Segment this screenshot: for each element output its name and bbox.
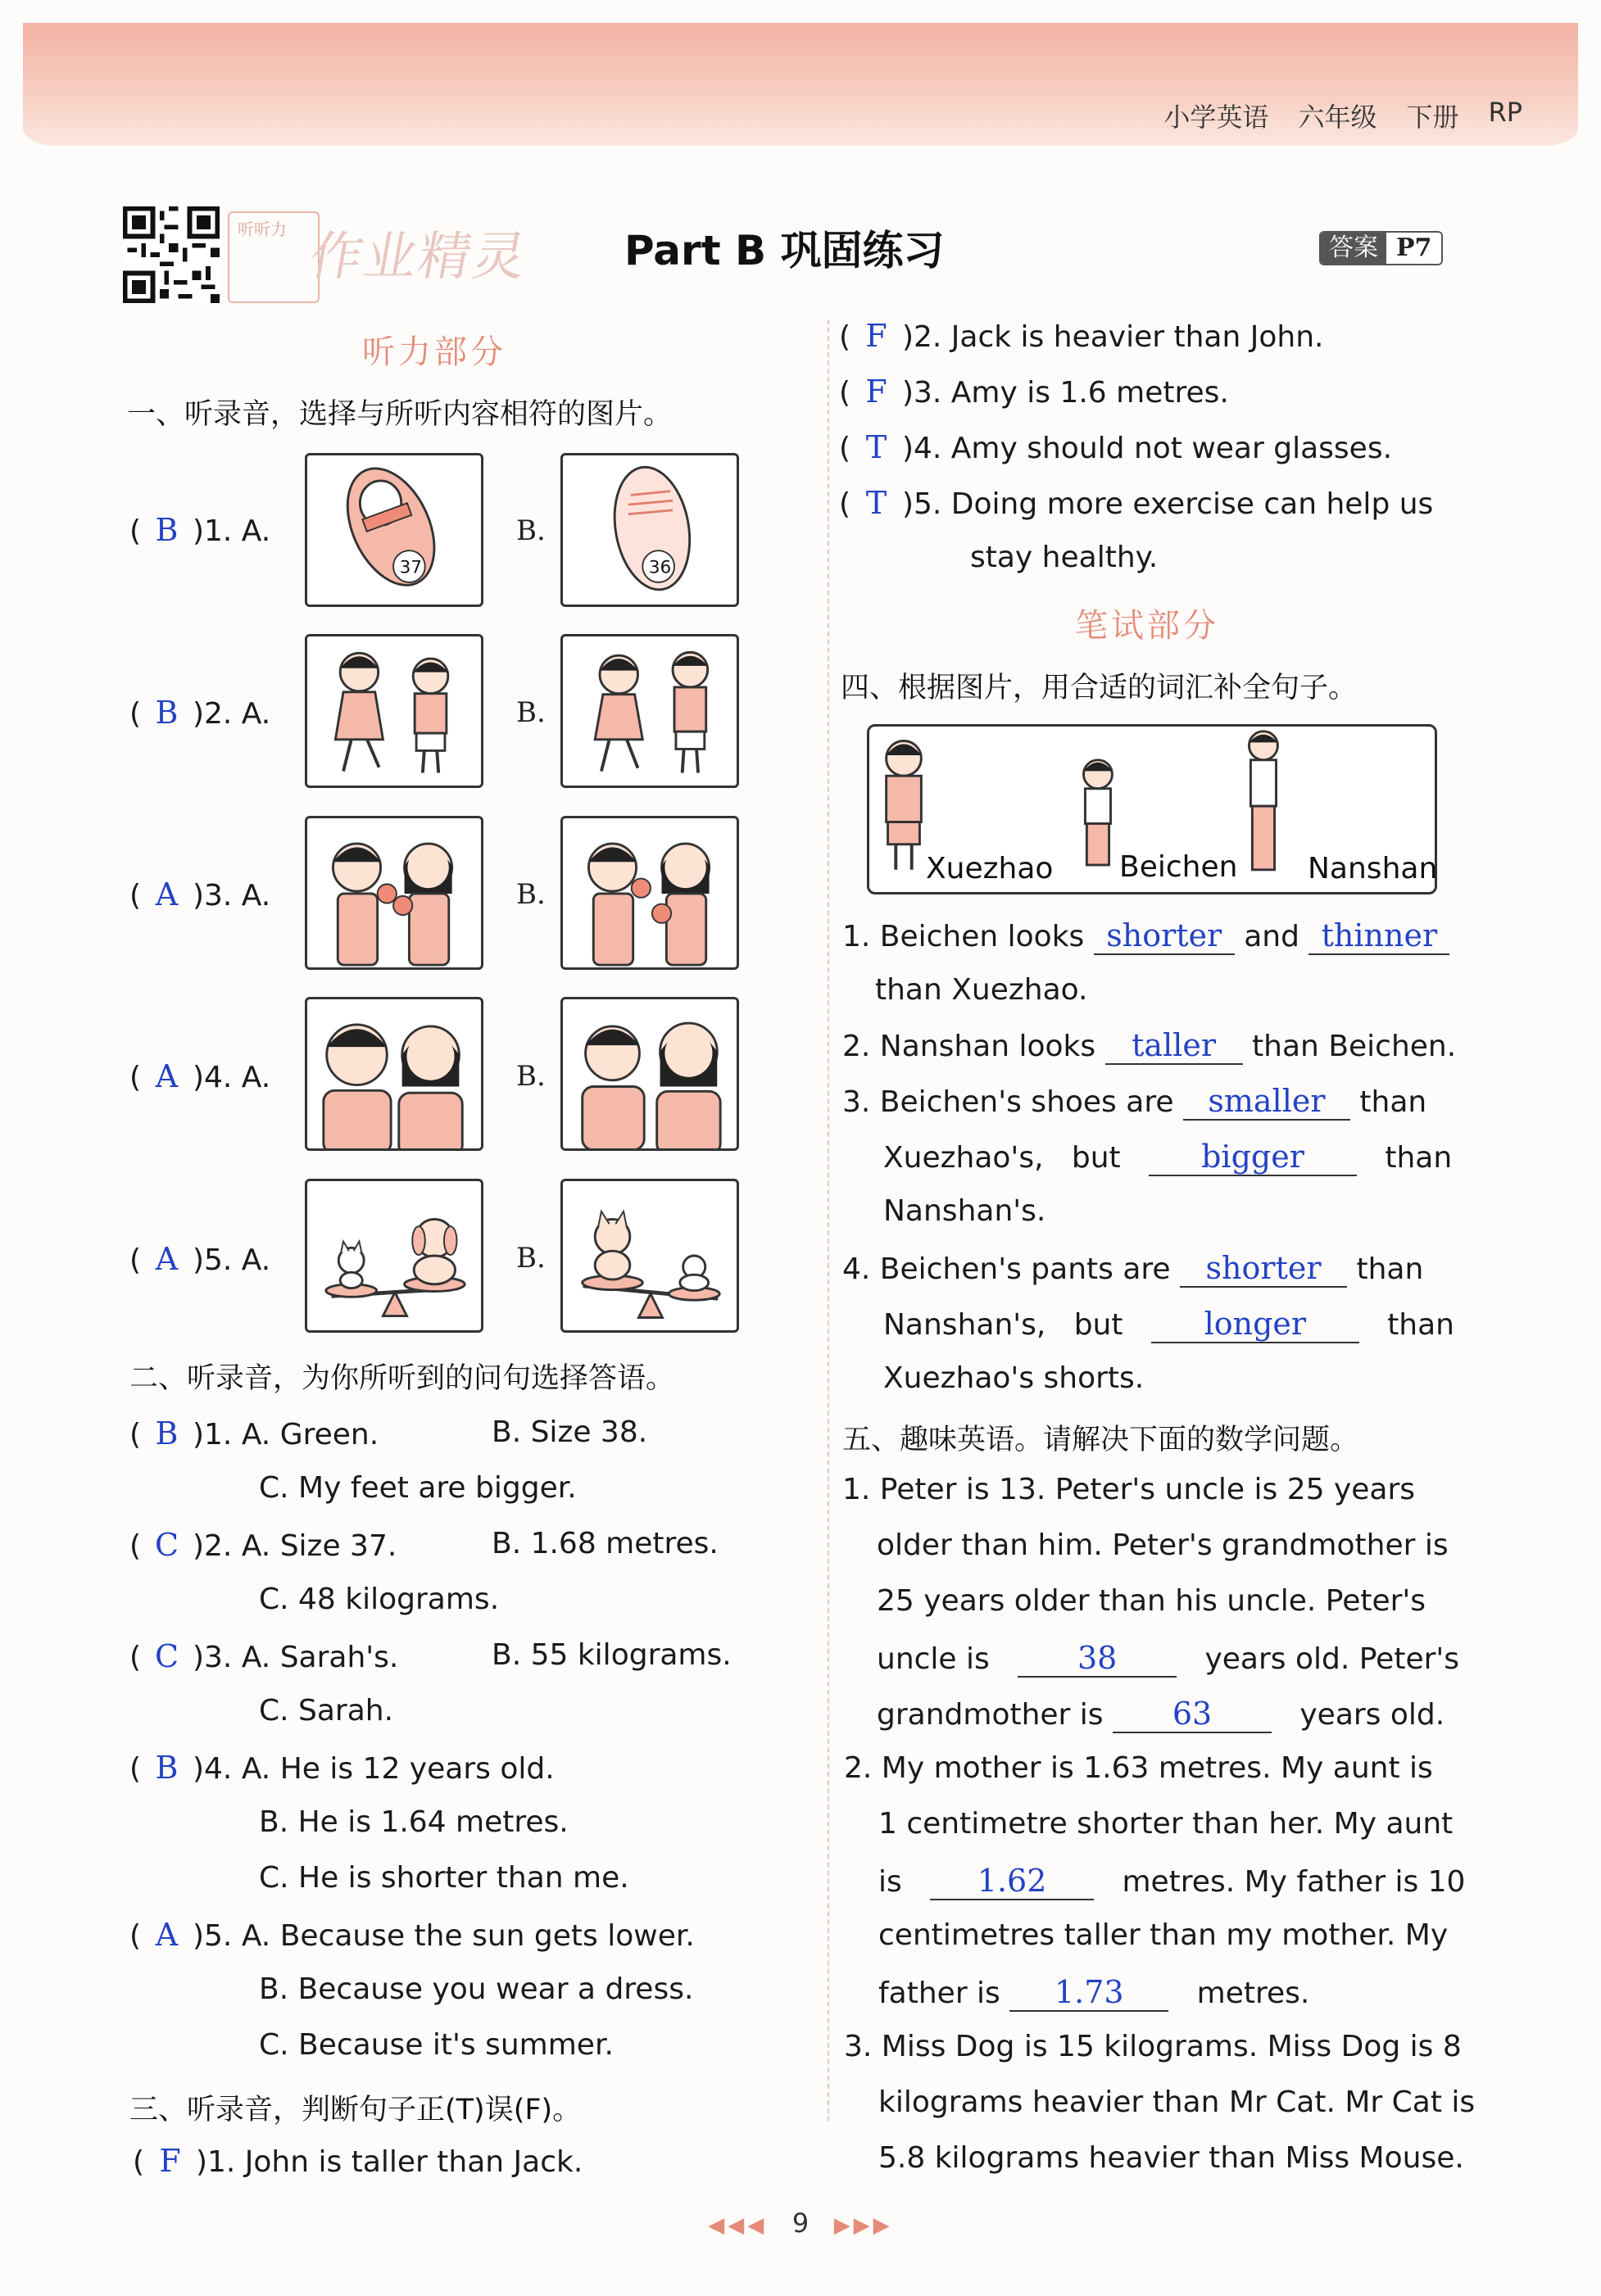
page-footer bbox=[0, 2208, 1601, 2239]
answer: B bbox=[155, 1750, 179, 1786]
q5-p1-line1: 1. Peter is 13. Peter's uncle is 25 years bbox=[842, 1473, 1416, 1506]
q4-sentence-4-end: Xuezhao's shorts. bbox=[883, 1361, 1145, 1395]
q2-item-4-c: C. He is shorter than me. bbox=[259, 1861, 629, 1895]
q2-item-3-b: B. 55 kilograms. bbox=[492, 1638, 732, 1672]
kids-with-apples-image bbox=[305, 816, 483, 970]
q5-p2-line5: father is 1.73 metres. bbox=[878, 1974, 1310, 2010]
q5-p2-line4: centimetres taller than my mother. My bbox=[878, 1918, 1449, 1952]
answer: A bbox=[155, 876, 179, 913]
answer-blank[interactable]: longer bbox=[1151, 1306, 1359, 1343]
answer: B bbox=[155, 512, 179, 548]
subject-label: 小学英语 bbox=[1163, 102, 1269, 133]
answer-blank[interactable]: thinner bbox=[1308, 917, 1449, 955]
q5-title: 五、趣味英语。请解决下面的数学问题。 bbox=[842, 1424, 1359, 1456]
q1-item-3: ( A )3. A. bbox=[129, 876, 271, 913]
listen-badge: 听听力 bbox=[228, 211, 320, 303]
volume-label: 下册 bbox=[1406, 102, 1459, 133]
q5-p3-line3: 5.8 kilograms heavier than Miss Mouse. bbox=[878, 2141, 1464, 2175]
answer: C bbox=[154, 1638, 179, 1674]
name-xuezhao: Xuezhao bbox=[926, 852, 1054, 885]
answer-blank[interactable]: shorter bbox=[1094, 917, 1235, 955]
q2-item-1-c: C. My feet are bigger. bbox=[259, 1471, 577, 1505]
q4-sentence-3-end: Nanshan's. bbox=[883, 1194, 1046, 1228]
option-b-label: B. bbox=[516, 514, 546, 547]
q5-p1-line5: grandmother is 63 years old. bbox=[877, 1696, 1445, 1732]
answer: F bbox=[865, 374, 887, 410]
option-b-label: B. bbox=[516, 1242, 546, 1275]
girl-boy-walking-image bbox=[305, 634, 483, 788]
answer-label: 答案 bbox=[1321, 233, 1386, 264]
shoe-size-36-image bbox=[560, 453, 739, 607]
q2-item-5: ( A )5. A. Because the sun gets lower. bbox=[129, 1917, 695, 1953]
answer-blank[interactable]: bigger bbox=[1149, 1139, 1357, 1176]
q2-item-1: ( B )1. A. Green. bbox=[129, 1415, 379, 1451]
answer: F bbox=[159, 2143, 181, 2179]
name-nanshan: Nanshan bbox=[1308, 852, 1438, 885]
breadcrumb bbox=[1163, 97, 1522, 134]
q1-item-1: ( B )1. A. bbox=[129, 512, 271, 548]
q5-p1-line3: 25 years older than his uncle. Peter's bbox=[877, 1584, 1426, 1618]
q3-item-2: ( F )2. Jack is heavier than John. bbox=[839, 318, 1324, 354]
q4-sentence-3: 3. Beichen's shoes are smaller than bbox=[842, 1083, 1427, 1119]
q2-item-5-b: B. Because you wear a dress. bbox=[259, 1972, 694, 2006]
next-arrows-icon[interactable]: ▶▶▶ bbox=[833, 2213, 893, 2238]
boy-girl-portrait-alt-image bbox=[560, 997, 739, 1151]
answer-blank[interactable]: smaller bbox=[1183, 1083, 1350, 1121]
qr-code-icon[interactable] bbox=[123, 206, 220, 303]
q2-item-5-c: C. Because it's summer. bbox=[259, 2028, 614, 2062]
q1-item-5: ( A )5. A. bbox=[129, 1241, 271, 1277]
q4-sentence-1-cont: than Xuezhao. bbox=[875, 973, 1088, 1007]
kids-with-apples-alt-image bbox=[560, 816, 739, 970]
q4-sentence-3-cont: Xuezhao's, but bigger than bbox=[883, 1139, 1453, 1175]
answer: F bbox=[865, 318, 887, 354]
q5-p1-line4: uncle is 38 years old. Peter's bbox=[877, 1640, 1460, 1676]
q2-item-4-b: B. He is 1.64 metres. bbox=[259, 1805, 569, 1839]
answer: A bbox=[155, 1241, 179, 1277]
page-number: 9 bbox=[791, 2208, 810, 2239]
q2-item-2-b: B. 1.68 metres. bbox=[492, 1527, 719, 1560]
brand-logo: 作业精灵 bbox=[305, 227, 533, 288]
answer-page: P7 bbox=[1386, 233, 1441, 264]
q3-item-5-cont: stay healthy. bbox=[970, 541, 1159, 574]
page-title: Part B 巩固练习 bbox=[624, 227, 945, 274]
q1-item-2: ( B )2. A. bbox=[129, 695, 271, 731]
q2-item-3: ( C )3. A. Sarah's. bbox=[129, 1638, 399, 1674]
q3-item-4: ( T )4. Amy should not wear glasses. bbox=[839, 429, 1393, 465]
shoe-size-37-image bbox=[305, 453, 483, 607]
answer: T bbox=[865, 485, 887, 521]
girl-boy-walking-alt-image bbox=[560, 634, 739, 788]
q5-p2-line1: 2. My mother is 1.63 metres. My aunt is bbox=[844, 1751, 1433, 1785]
q2-item-4: ( B )4. A. He is 12 years old. bbox=[129, 1750, 555, 1786]
grade-label: 六年级 bbox=[1298, 102, 1377, 133]
q4-sentence-1: 1. Beichen looks shorter and thinner bbox=[842, 917, 1449, 955]
option-b-label: B. bbox=[516, 878, 546, 911]
answer: C bbox=[154, 1527, 179, 1563]
option-b-label: B. bbox=[516, 1060, 546, 1093]
edition-label: RP bbox=[1488, 97, 1522, 128]
svg-text:36: 36 bbox=[649, 557, 672, 578]
listening-section-title: 听力部分 bbox=[362, 333, 506, 371]
answer-blank[interactable]: 63 bbox=[1113, 1696, 1272, 1733]
q4-sentence-4-cont: Nanshan's, but longer than bbox=[883, 1306, 1454, 1342]
answer-page-tag[interactable] bbox=[1319, 231, 1443, 265]
prev-arrows-icon[interactable]: ◀◀◀ bbox=[708, 2213, 768, 2238]
option-b-label: B. bbox=[516, 696, 546, 729]
answer: A bbox=[155, 1917, 179, 1953]
svg-text:37: 37 bbox=[399, 557, 422, 578]
q4-sentence-4: 4. Beichen's pants are shorter than bbox=[842, 1250, 1424, 1286]
q5-p3-line1: 3. Miss Dog is 15 kilograms. Miss Dog is 8 bbox=[844, 2030, 1462, 2063]
q3-title: 三、听录音，判断句子正(T)误(F)。 bbox=[129, 2094, 582, 2126]
q5-p1-line2: older than him. Peter's grandmother is bbox=[877, 1528, 1449, 1562]
q2-title: 二、听录音，为你所听到的问句选择答语。 bbox=[129, 1362, 675, 1395]
boy-girl-portrait-image bbox=[305, 997, 483, 1151]
answer-blank[interactable]: taller bbox=[1105, 1027, 1243, 1065]
name-beichen: Beichen bbox=[1119, 850, 1238, 884]
q2-item-2: ( C )2. A. Size 37. bbox=[129, 1527, 397, 1563]
q2-item-1-b: B. Size 38. bbox=[492, 1415, 648, 1449]
q3-item-5: ( T )5. Doing more exercise can help us bbox=[839, 485, 1434, 521]
answer: B bbox=[155, 695, 179, 731]
answer: B bbox=[155, 1415, 179, 1451]
q5-p3-line2: kilograms heavier than Mr Cat. Mr Cat is bbox=[878, 2085, 1476, 2119]
answer: T bbox=[865, 429, 887, 465]
q2-item-3-c: C. Sarah. bbox=[259, 1694, 394, 1728]
cat-dog-scale-image bbox=[305, 1179, 483, 1333]
q1-title: 一、听录音，选择与所听内容相符的图片。 bbox=[127, 398, 673, 431]
answer-blank[interactable]: 1.73 bbox=[1009, 1974, 1168, 2012]
column-divider bbox=[828, 319, 829, 2122]
answer-blank[interactable]: shorter bbox=[1180, 1250, 1347, 1288]
q3-item-3: ( F )3. Amy is 1.6 metres. bbox=[839, 374, 1229, 410]
cat-dog-scale-alt-image bbox=[560, 1179, 739, 1333]
writing-section-title: 笔试部分 bbox=[1075, 607, 1219, 645]
q5-p2-line2: 1 centimetre shorter than her. My aunt bbox=[878, 1807, 1454, 1841]
q4-title: 四、根据图片，用合适的词汇补全句子。 bbox=[841, 672, 1358, 704]
answer-blank[interactable]: 1.62 bbox=[930, 1863, 1094, 1900]
q1-item-4: ( A )4. A. bbox=[129, 1058, 271, 1094]
q4-sentence-2: 2. Nanshan looks taller than Beichen. bbox=[842, 1027, 1457, 1063]
answer: A bbox=[155, 1058, 179, 1094]
q5-p2-line3: is 1.62 metres. My father is 10 bbox=[878, 1863, 1466, 1899]
answer-blank[interactable]: 38 bbox=[1018, 1640, 1177, 1678]
q2-item-2-c: C. 48 kilograms. bbox=[259, 1583, 500, 1616]
q3-item-1: ( F )1. John is taller than Jack. bbox=[133, 2143, 583, 2179]
